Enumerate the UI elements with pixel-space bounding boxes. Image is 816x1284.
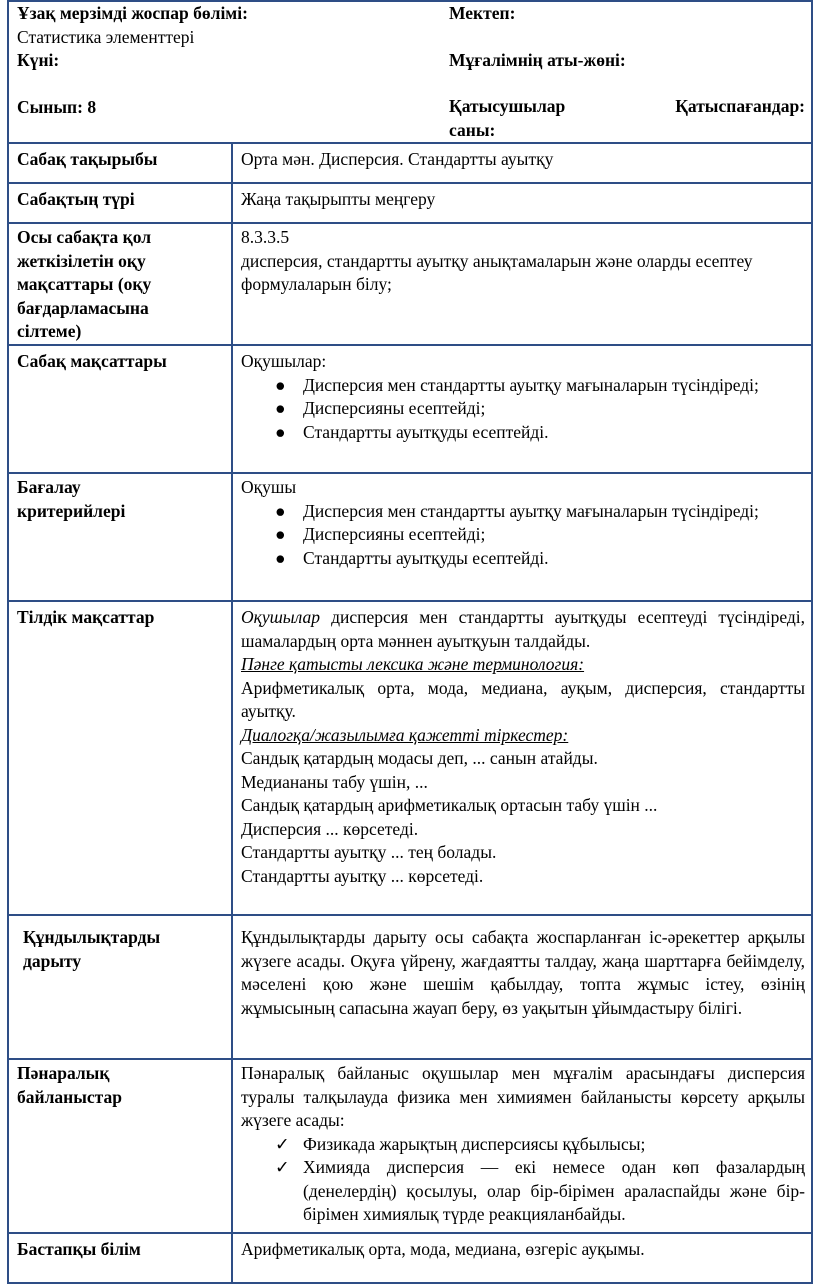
lesson-goals-list [241,374,805,445]
lesson-goals-intro: Оқушылар: [241,351,327,371]
prior-label: Бастапқы білім [17,1239,141,1259]
objectives-text: дисперсия, стандартты ауытқу анықтамаларын және оларды есептеу формулаларын білу; [241,250,753,294]
long-plan-label: Ұзақ мерзімді жоспар бөлімі: [17,3,248,23]
list-item: ● Дисперсия мен стандартты ауытқу мағыналарын түсіндіреді; [303,374,805,398]
bullet-icon: ● [275,524,286,544]
values-text: Құндылықтарды дарыту осы сабақта жоспарланған іс-әрекеттер арқылы жүзеге асады. Оқуға үйрену, жағдаятты талдау, жаңа шарттарға бейімделу, мәселені қою және шешім қабылдау, топта жұмыс істеу, өзінің жұмысының сапасына жауап беру, өз уақытын ұйымдастыру білігі. [241,927,806,1018]
school-label: Мектеп: [449,3,516,23]
cross-label: Пәнаралық байланыстар [17,1063,122,1107]
list-item: ● Стандартты ауытқуды есептейді. [303,547,805,571]
list-item: ● Дисперсияны есептейді; [303,397,805,421]
header-right [449,2,805,142]
list-item: ● Дисперсия мен стандартты ауытқу мағыналарын түсіндіреді; [303,500,805,524]
topic-row [8,143,812,183]
type-value: Жаңа тақырыпты меңгеру [241,189,436,209]
lesson-plan-table [7,0,813,1284]
bullet-icon: ● [275,398,286,418]
type-label: Сабақтың түрі [17,189,135,209]
checkmark-icon: ✓ [275,1133,290,1154]
class-label: Сынып: 8 [17,96,97,117]
phrase-line: Стандартты ауытқу ... көрсетеді. [241,865,484,886]
cross-text: Пәнаралық байланыс оқушылар мен мұғалім арасындағы дисперсия туралы талқылауда физика мен химиямен байланысты көрсету арқылы жүзеге асады: [241,1063,806,1130]
list-item: ● Стандартты ауытқуды есептейді. [303,421,805,445]
phrase-line: Стандартты ауытқу ... тең болады. [241,842,497,862]
bullet-icon: ● [275,374,286,395]
cross-row [8,1059,812,1233]
lesson-goals-label: Сабақ мақсаттары [17,351,167,371]
criteria-intro: Оқушы [241,477,297,497]
present-label: Қатысушылар [449,96,566,116]
phrase-line: Сандық қатардың модасы деп, ... санын атайды. [241,748,598,768]
vocab-text: Арифметикалық орта, мода, медиана, ауқым, дисперсия, стандартты ауытқу. [241,677,806,721]
type-row [8,183,812,223]
objectives-code: 8.3.3.5 [241,227,290,247]
list-item: ● Дисперсияны есептейді; [303,523,805,547]
list-item: ✓ Химияда дисперсия — екі немесе одан көп фазалардың (денелердің) қосылуы, олар бір-бірімен араласпайды және бір-бірімен химиялық түрде реакцияланбайды. [275,1157,806,1224]
absent-label: Қатыспағандар: [675,96,806,116]
prior-text: Арифметикалық орта, мода, медиана, өзгеріс ауқымы. [241,1239,645,1259]
criteria-label: Бағалау критерийлері [17,477,126,521]
bullet-icon: ● [275,500,286,521]
lesson-plan-page [7,0,811,1284]
header-left [17,2,449,142]
phrase-line: Дисперсия ... көрсетеді. [241,818,419,839]
prior-row [8,1233,812,1283]
phrase-line: Медиананы табу үшін, ... [241,771,428,792]
values-label: Құндылықтарды дарыту [23,927,161,971]
values-row [8,915,812,1059]
list-item: ✓ Физикада жарықтың дисперсиясы құбылысы; [303,1133,805,1157]
objectives-label: Осы сабақта қол жеткізілетін оқу мақсаттары (оқу бағдарламасына сілтеме) [17,227,152,341]
long-plan-value: Статистика элементтері [17,26,195,47]
language-row [8,601,812,915]
criteria-list [241,500,805,571]
vocab-heading: Пәнге қатысты лексика және терминология: [241,654,585,674]
objectives-row [8,223,812,345]
header-row [8,1,812,143]
lesson-goals-row [8,345,812,473]
present-label-count: саны: [449,119,496,140]
language-label: Тілдік мақсаттар [17,607,155,627]
topic-label: Сабақ тақырыбы [17,149,158,169]
language-lead: Оқушылар дисперсия мен стандартты ауытқуды есептеуді түсіндіреді, шамалардың орта мәннен ауытқуын талдайды. [241,607,806,651]
phrase-line: Сандық қатардың арифметикалық ортасын табу үшін ... [241,795,658,815]
criteria-row [8,473,812,601]
bullet-icon: ● [275,421,286,442]
cross-list [241,1133,805,1227]
date-label: Күні: [17,50,60,70]
checkmark-icon: ✓ [275,1157,290,1177]
phrases-heading: Диалогқа/жазылымға қажетті тіркестер: [241,724,569,745]
bullet-icon: ● [275,547,286,568]
topic-value: Орта мән. Дисперсия. Стандартты ауытқу [241,149,554,169]
teacher-label: Мұғалімнің аты-жөні: [449,49,626,70]
